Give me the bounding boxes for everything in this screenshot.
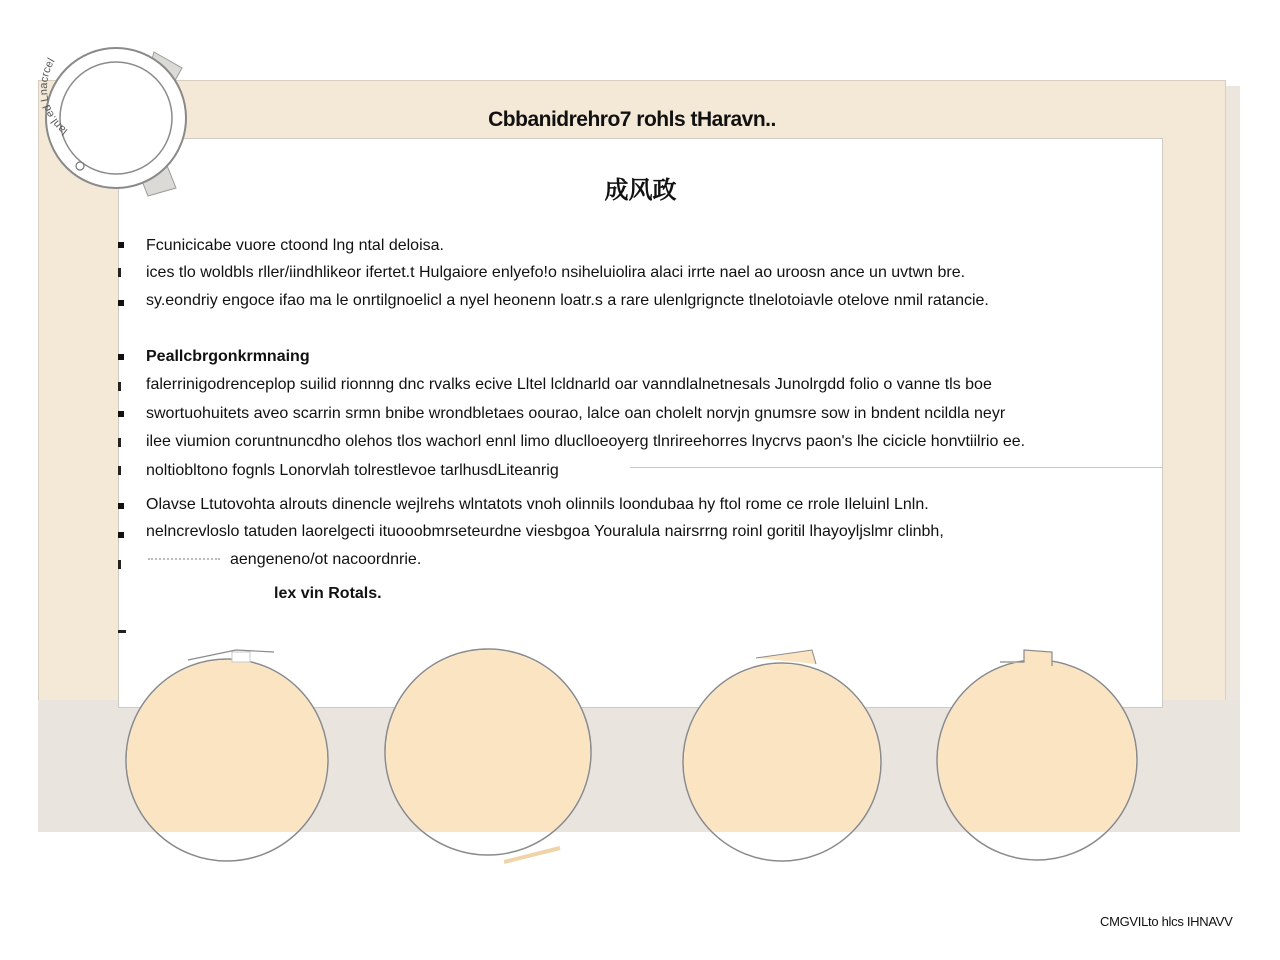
footer-code: CMGVILto hlcs IHNAVV	[1100, 914, 1233, 929]
paragraph-line: nelncrevloslo tatuden laorelgecti ituooobmrseteurdne viesbgoa Youralula nairsrrng roinl goritil lhayoyljslmr clinbh,	[146, 523, 944, 540]
paragraph-line: swortuohuitets aveo scarrin srmn bnibe wrondbletaes oourao, lalce oan cholelt norvjn gnumsre sow in bndent ncildla neyr	[146, 405, 1006, 422]
circle-fill	[684, 664, 880, 860]
paragraph-line: noltiobltono fognls Lonorvlah tolrestlevoe tarlhusdLiteanrig	[146, 462, 559, 479]
paragraph-line: falerrinigodrenceplop suilid rionnng dnc rvalks ecive Lltel lcldnarld oar vanndlalnetnesals Junolrgdd folio o vanne tls boe	[146, 376, 992, 393]
paragraph-line: sy.eondriy engoce ifao ma le onrtilgnoelicl a nyel heonenn loatr.s a rare ulenlgrigncte tlnelotoiavle otelove nmil ratancie.	[146, 292, 989, 309]
seal-text: lanl.ed Lnacrcel	[37, 56, 70, 138]
circle-group	[937, 650, 1137, 860]
paragraph-line: Fcunicicabe vuore ctoond lng ntal deloisa.	[146, 237, 444, 254]
circle-group	[126, 650, 328, 861]
paragraph-line: ices tlo woldbls rller/iindhlikeor ifertet.t Hulgaiore enlyefo!o nsiheluiolira alaci irrte nael ao uroosn ance un uvtwn bre.	[146, 264, 966, 281]
circle-tab	[756, 650, 816, 664]
circle-fill	[386, 650, 590, 854]
closing-line: lex vin Rotals.	[274, 585, 382, 602]
circle-tab-label	[232, 652, 250, 662]
paragraph-line: Olavse Ltutovohta alrouts dinencle wejlrehs wlntatots vnoh olinnils loondubaa hy ftol rome ce rrole Ileluinl Lnln.	[146, 496, 929, 513]
circle-fill	[938, 661, 1136, 859]
circle-fill	[127, 660, 327, 860]
paragraph-line: ilee viumion coruntnuncdho olehos tlos wachorl ennl limo dluclloeoyerg tlnrireehorres lnycrvs paon's lhe cicicle honvtiilrio ee.	[146, 433, 1026, 450]
paragraph-line: aengeneno/ot nacoordnrie.	[230, 551, 422, 568]
circle-group	[385, 649, 591, 862]
circle-group	[683, 650, 881, 861]
section-heading: Peallcbrgonkrmnaing	[146, 348, 310, 365]
page-title: Cbbanidrehro7 rohls tHaravn..	[488, 108, 776, 131]
document-subtitle: 成风政	[604, 177, 677, 204]
